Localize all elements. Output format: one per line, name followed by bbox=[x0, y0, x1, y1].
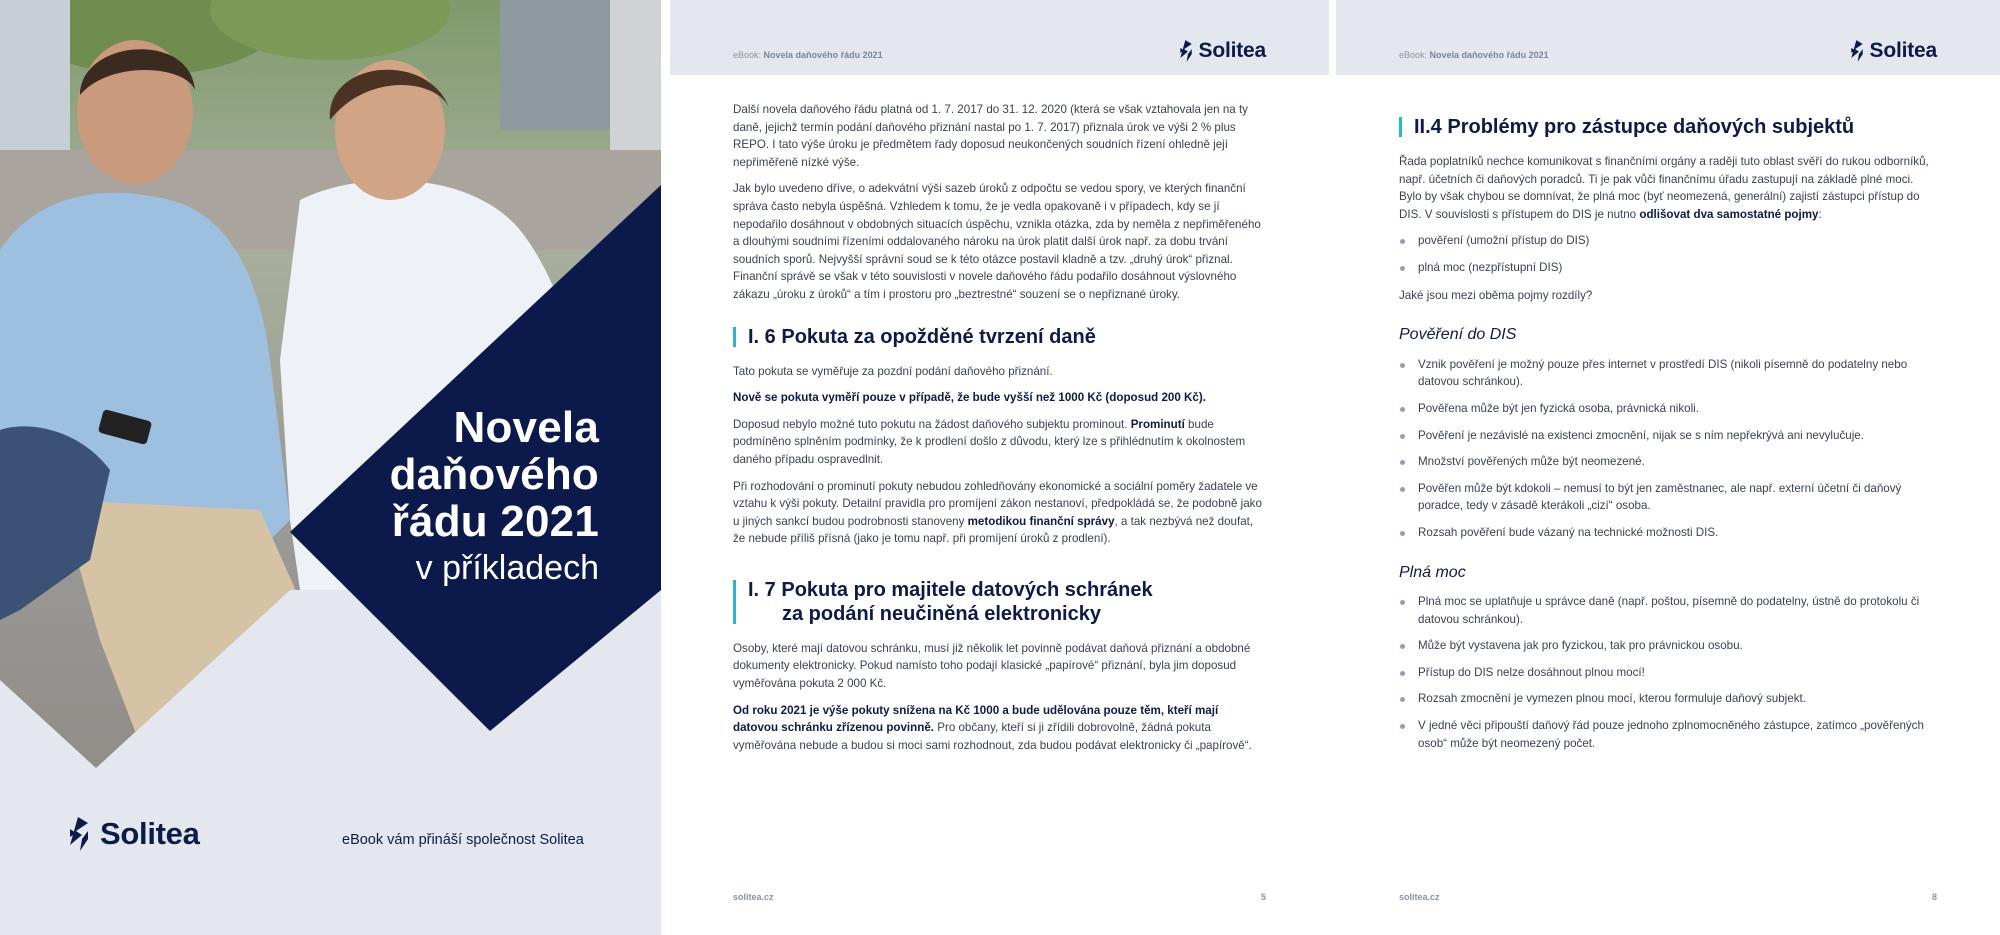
page-number: 8 bbox=[1931, 892, 1937, 902]
header-ebook-label: eBook: Novela daňového řádu 2021 bbox=[1399, 50, 1549, 60]
paragraph: Osoby, které mají datovou schránku, musí již několik let povinně podávat daňová přiznání a obdobné dokumenty elektronicky. Pokud namísto toho podají klasické „papírové“ přiznání, byla jim doposud vyměřována pokuta 2 000 Kč. bbox=[733, 641, 1251, 691]
list-item: Rozsah pověření bude vázaný na technické možnosti DIS. bbox=[1399, 524, 1939, 542]
paragraph: Od roku 2021 je výše pokuty snížena na Kč 1000 a bude udělována pouze těm, kteří mají datovou schránku zřízenou povinně. Pro občany, kteří si ji zřídili dobrovolně, žádná pokuta vyměřována nebude a budou si moci sami rozhodnout, zda budou podávat elektronicky či „papírově“. bbox=[733, 703, 1252, 752]
section-heading-i7: I. 7 Pokuta pro majitele datových schránek za podání neučiněná elektronicky bbox=[733, 578, 1263, 626]
cover-title bbox=[390, 404, 599, 589]
paragraph-bold: Nově se pokuta vyměří pouze v případě, že bude vyšší než 1000 Kč (doposud 200 Kč). bbox=[733, 391, 1206, 405]
povereni-list bbox=[1399, 356, 1939, 542]
header-logo bbox=[1179, 39, 1266, 63]
paragraph: Při rozhodování o prominutí pokuty nebudou zohledňovány ekonomické a sociální poměry žadatele ve vztahu k výši pokuty. Detailní pravidla pro promíjení zákon nestanoví, předpokládá se, že podobně jako u jiných sankcí budou podrobnosti stanoveny metodikou finanční správy, a tak nezbývá než doufat, že nebude příliš přísná (jako je tomu např. při promíjení úroků z prodlení). bbox=[733, 479, 1262, 546]
cover-subtitle: v příkladech bbox=[415, 549, 599, 587]
cover-title-line-3: řádu 2021 bbox=[391, 497, 599, 546]
section-heading-i6: I. 6 Pokuta za opožděné tvrzení daně bbox=[733, 325, 1263, 349]
cover-tagline: eBook vám přináší společnost Solitea bbox=[342, 832, 584, 848]
paragraph: Další novela daňového řádu platná od 1. 7. 2017 do 31. 12. 2020 (která se však vztahovala jen na ty daně, jejichž termín podání daňového přiznání nastal po 1. 7. 2017) přiznala úrok ve výši 2 % plus REPO. I tato výše úroku je předmětem řady doposud neukončených soudních řízení ohledně její nepřiměřeně nízké výše. bbox=[733, 103, 1248, 169]
subheading-povereni: Pověření do DIS bbox=[1399, 326, 1517, 344]
page-8 bbox=[1336, 0, 2000, 935]
solitea-mark-icon bbox=[68, 817, 90, 851]
paragraph: Jak bylo uvedeno dříve, o adekvátní výši sazeb úroků z odpočtu se vedou spory, ve kterých finanční správa často nebyla úspěšná. Vzhledem k tomu, že je vedla opakovaně i v případech, kdy se jí nepodařilo dosáhnout v obdobných situacích úspěchu, vznikla otázka, zda by neměla z nepřiměřeného a dlouhými soudními řízeními oddalovaného nároku na úrok platit další úrok např. za dobu trvání soudních sporů. Nejvyšší správní soud se k této otázce postavil kladně a tzv. „druhý úrok“ přiznal. Finanční správě se však v této souvislosti v novele daňového řádu podařilo dosáhnout výslovného zákazu „úroku z úroků“ a tím i prostoru pro „beztrestné“ souzení se o nepřiznané úroky. bbox=[733, 182, 1261, 301]
paragraph: Doposud nebylo možné tuto pokutu na žádost daňového subjektu prominout. Prominutí bude podmíněno splněním podmínky, že k prodlení došlo z důvodu, který lze s přihlédnutím k okolnostem daného případu ospravedlnit. bbox=[733, 417, 1246, 466]
header-logo-text: Solitea bbox=[1198, 39, 1266, 62]
list-item: pověření (umožní přístup do DIS) bbox=[1399, 232, 1939, 250]
header-ebook-label: eBook: Novela daňového řádu 2021 bbox=[733, 50, 883, 60]
cover-logo bbox=[68, 816, 200, 852]
list-item: Může být vystavena jak pro fyzickou, tak pro právnickou osobu. bbox=[1399, 637, 1939, 655]
page-number: 5 bbox=[1260, 892, 1266, 902]
header-logo-text: Solitea bbox=[1869, 39, 1937, 62]
paragraph: Řada poplatníků nechce komunikovat s finančními orgány a raději tuto oblast svěří do rukou odborníků, např. účetních či daňových poradců. Ti je pak vůči finančnímu úřadu zastupují na základě plné moci. Bylo by však chybou se domnívat, že plná moc (byť neomezená, generální) zajistí zástupci přístup do DIS. V souvislosti s přístupem do DIS je nutno odlišovat dva samostatné pojmy: bbox=[1399, 155, 1929, 221]
footer-url: solitea.cz bbox=[733, 892, 774, 902]
subheading-plna-moc: Plná moc bbox=[1399, 563, 1466, 581]
paragraph: Jaké jsou mezi oběma pojmy rozdíly? bbox=[1399, 288, 1593, 302]
list-item: Rozsah zmocnění je vymezen plnou mocí, kterou formuluje daňový subjekt. bbox=[1399, 690, 1939, 708]
cover-title-line-2: daňového bbox=[389, 450, 599, 499]
list-item: Množství pověřených může být neomezené. bbox=[1399, 453, 1939, 471]
list-item: plná moc (nezpřístupní DIS) bbox=[1399, 259, 1939, 277]
page-header bbox=[1336, 0, 2000, 75]
cover-title-line-1: Novela bbox=[453, 403, 599, 452]
header-logo bbox=[1850, 39, 1937, 63]
list-item: Pověření je nezávislé na existenci zmocnění, nijak se s ním nepřekrývá ani nevylučuje. bbox=[1399, 427, 1939, 445]
section-heading-ii4: II.4 Problémy pro zástupce daňových subjektů bbox=[1399, 115, 1939, 139]
header-ebook-title: Novela daňového řádu 2021 bbox=[1429, 50, 1549, 60]
terms-list bbox=[1399, 232, 1939, 276]
cover-logo-text: Solitea bbox=[100, 816, 200, 851]
list-item: V jedné věci připouští daňový řád pouze jednoho zplnomocněného zástupce, zatímco „pověřených osob“ může být neomezený počet. bbox=[1399, 717, 1939, 752]
plna-moc-list bbox=[1399, 593, 1939, 752]
list-item: Pověřen může být kdokoli – nemusí to být jen zaměstnanec, ale např. externí účetní či daňový poradce, tedy v zásadě kterákoli „cizí“ osoba. bbox=[1399, 480, 1939, 515]
page-5 bbox=[670, 0, 1329, 935]
list-item: Plná moc se uplatňuje u správce daně (např. poštou, písemně do podatelny, ústně do protokolu či datovou schránkou). bbox=[1399, 593, 1939, 628]
list-item: Pověřena může být jen fyzická osoba, právnická nikoli. bbox=[1399, 400, 1939, 418]
ebook-cover bbox=[0, 0, 661, 935]
list-item: Vznik pověření je možný pouze přes internet v prostředí DIS (nikoli písemně do podatelny nebo datovou schránkou). bbox=[1399, 356, 1939, 391]
solitea-mark-icon bbox=[1179, 40, 1193, 62]
footer-url: solitea.cz bbox=[1399, 892, 1440, 902]
solitea-mark-icon bbox=[1850, 40, 1864, 62]
page-5-content bbox=[733, 101, 1263, 763]
page-header bbox=[670, 0, 1329, 75]
paragraph: Tato pokuta se vyměřuje za pozdní podání daňového přiznání. bbox=[733, 364, 1053, 378]
page-8-content bbox=[1399, 95, 1939, 762]
list-item: Přístup do DIS nelze dosáhnout plnou mocí! bbox=[1399, 664, 1939, 682]
header-ebook-title: Novela daňového řádu 2021 bbox=[763, 50, 883, 60]
